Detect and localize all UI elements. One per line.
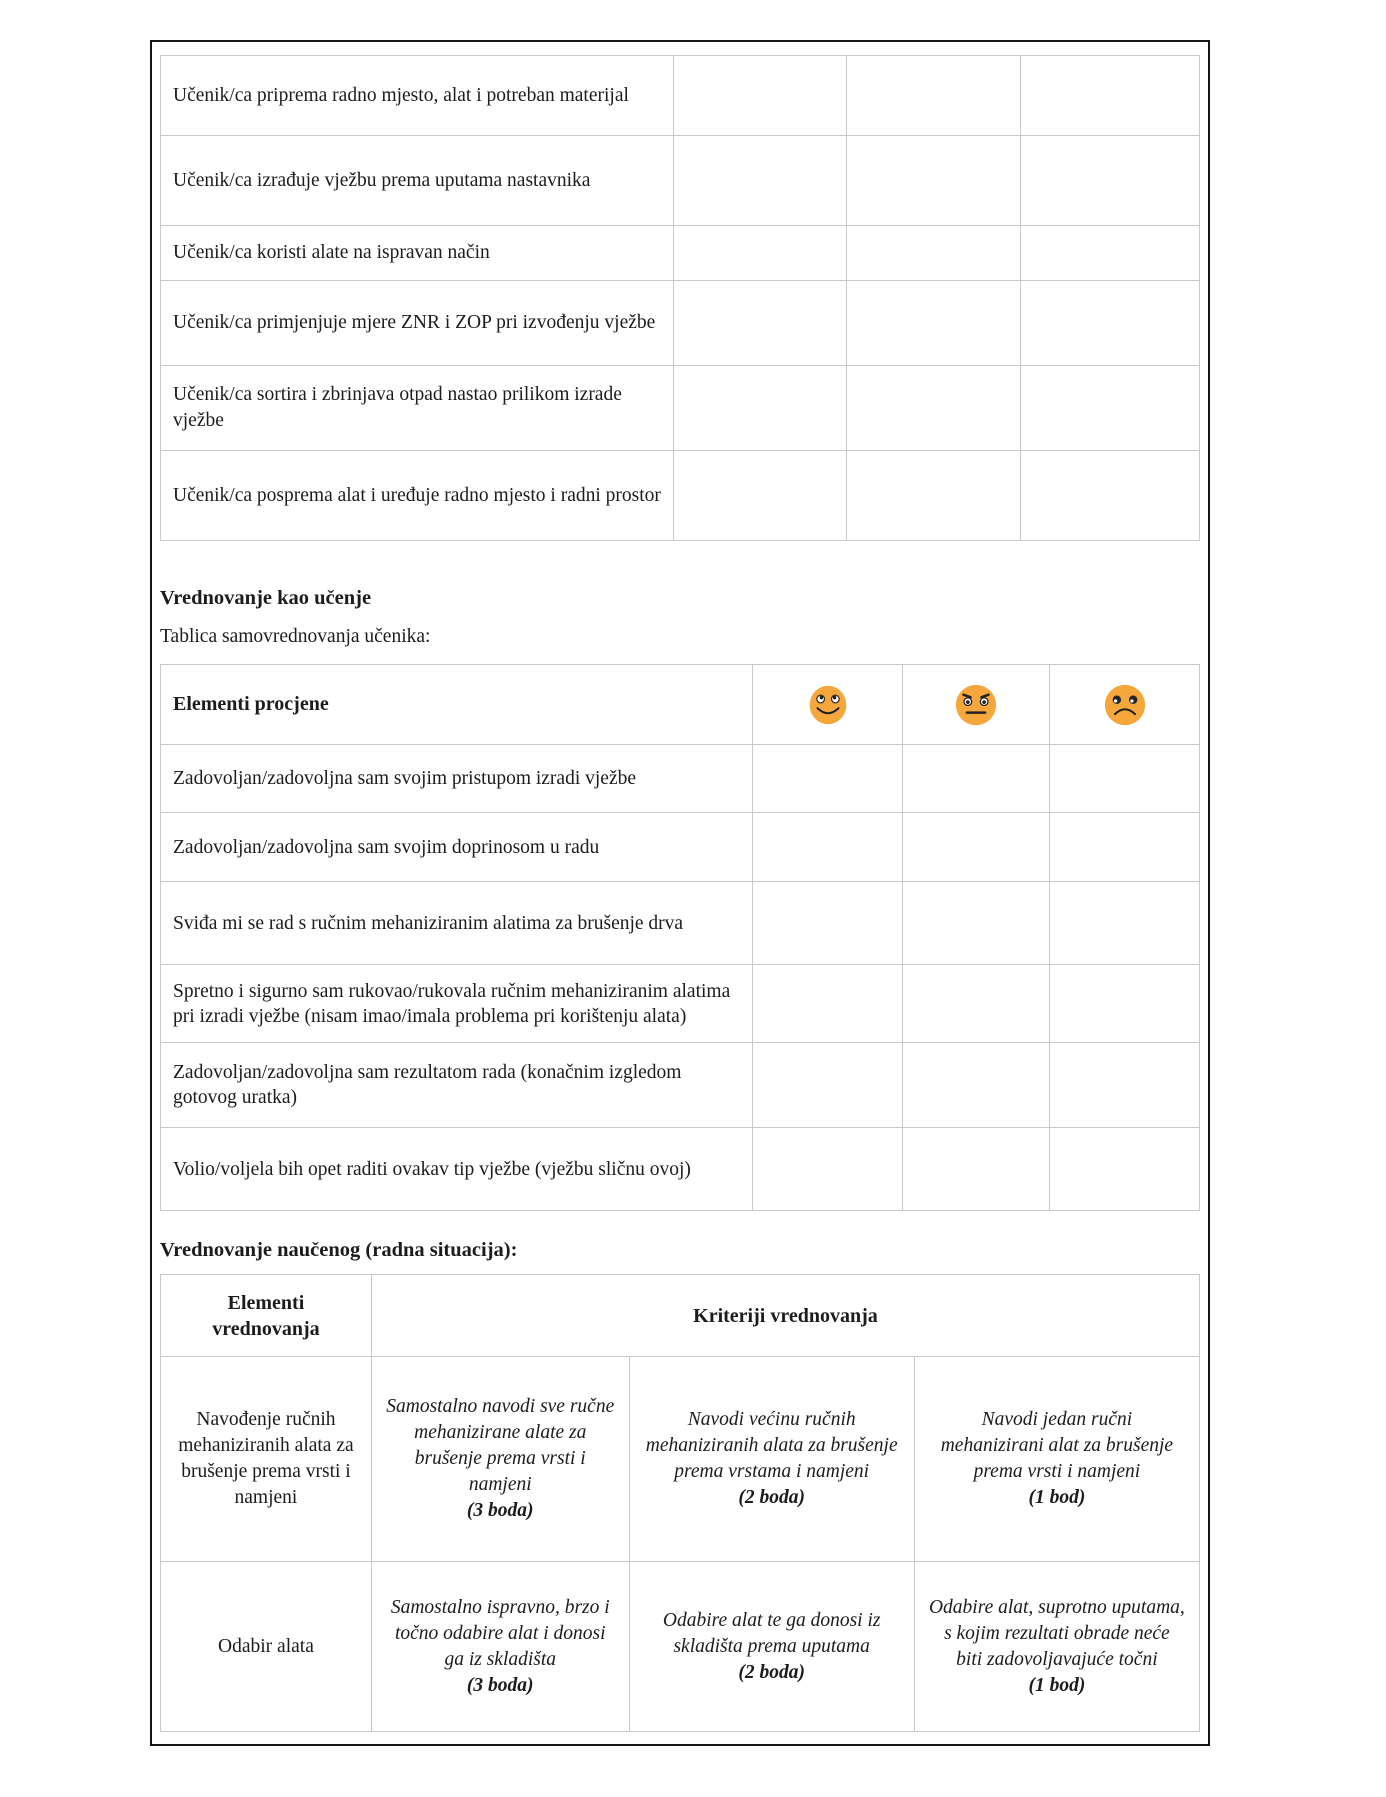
empty-rating-cell xyxy=(674,451,846,541)
empty-rating-cell xyxy=(674,281,846,366)
empty-rating-cell xyxy=(1050,1128,1200,1211)
empty-rating-cell xyxy=(753,1128,903,1211)
criterion-text: Navodi jedan ručni mehanizirani alat za brušenje prema vrsti i namjeni xyxy=(940,1409,1174,1482)
empty-rating-cell xyxy=(902,882,1050,965)
empty-rating-cell xyxy=(1021,451,1200,541)
empty-rating-cell xyxy=(1021,226,1200,281)
criterion-points: (1 bod) xyxy=(1028,1674,1086,1696)
table-row xyxy=(161,813,1200,882)
criterion-text: Samostalno navodi sve ručne mehanizirane alate za brušenje prema vrsti i namjeni xyxy=(386,1396,615,1495)
teacher-evaluation-table xyxy=(160,55,1200,541)
self-eval-statement: Zadovoljan/zadovoljna sam rezultatom rada (konačnim izgledom gotovog uratka) xyxy=(161,1043,753,1128)
table-row xyxy=(161,366,1200,451)
table-row xyxy=(161,882,1200,965)
empty-rating-cell xyxy=(674,56,846,136)
header-row xyxy=(161,1275,1200,1357)
criterion-points: (1 bod) xyxy=(1028,1487,1086,1508)
self-eval-statement: Zadovoljan/zadovoljna sam svojim doprinosom u radu xyxy=(161,813,753,882)
empty-rating-cell xyxy=(1021,136,1200,226)
criterion-cell xyxy=(371,1357,629,1562)
criteria-table xyxy=(160,1274,1200,1732)
empty-rating-cell xyxy=(902,813,1050,882)
table-row xyxy=(161,745,1200,813)
empty-rating-cell xyxy=(902,745,1050,813)
empty-rating-cell xyxy=(1021,281,1200,366)
empty-rating-cell xyxy=(753,813,903,882)
criterion-label: Učenik/ca sortira i zbrinjava otpad nastao prilikom izrade vježbe xyxy=(161,366,674,451)
empty-rating-cell xyxy=(1021,366,1200,451)
self-eval-statement: Zadovoljan/zadovoljna sam svojim pristupom izradi vježbe xyxy=(161,745,753,813)
section-heading-vrednovanje-kao-ucenje: Vrednovanje kao učenje xyxy=(160,587,372,609)
header-row xyxy=(161,665,1200,745)
empty-rating-cell xyxy=(846,281,1021,366)
empty-rating-cell xyxy=(753,882,903,965)
criterion-label: Učenik/ca koristi alate na ispravan način xyxy=(161,226,674,281)
criterion-text: Samostalno ispravno, brzo i točno odabire alat i donosi ga iz skladišta xyxy=(390,1596,610,1670)
rating-column-sad xyxy=(1050,665,1200,745)
table-row xyxy=(161,136,1200,226)
empty-rating-cell xyxy=(1050,813,1200,882)
criterion-text: Odabire alat, suprotno uputama, s kojim rezultati obrade neće biti zadovoljavajuće točni xyxy=(928,1596,1185,1670)
section-heading-vrednovanje-naucenog: Vrednovanje naučenog (radna situacija): xyxy=(160,1239,518,1261)
table-row xyxy=(161,281,1200,366)
criterion-label: Učenik/ca posprema alat i uređuje radno mjesto i radni prostor xyxy=(161,451,674,541)
document-page xyxy=(150,40,1210,1746)
criterion-points: (3 boda) xyxy=(466,1500,534,1521)
table-row xyxy=(161,56,1200,136)
empty-rating-cell xyxy=(1050,1043,1200,1128)
empty-rating-cell xyxy=(753,745,903,813)
elements-header: Elementi procjene xyxy=(161,665,753,745)
rating-column-happy xyxy=(753,665,903,745)
table-row xyxy=(161,1043,1200,1128)
rating-column-neutral xyxy=(902,665,1050,745)
table-row xyxy=(161,1128,1200,1211)
empty-rating-cell xyxy=(902,965,1050,1043)
self-eval-statement: Sviđa mi se rad s ručnim mehaniziranim alatima za brušenje drva xyxy=(161,882,753,965)
criterion-cell xyxy=(371,1562,629,1732)
neutral-face-icon xyxy=(953,682,999,728)
criterion-cell xyxy=(914,1357,1199,1562)
criterion-label: Učenik/ca izrađuje vježbu prema uputama nastavnika xyxy=(161,136,674,226)
table-row xyxy=(161,965,1200,1043)
empty-rating-cell xyxy=(902,1043,1050,1128)
frowning-face-icon xyxy=(1102,682,1148,728)
criterion-cell xyxy=(914,1562,1199,1732)
empty-rating-cell xyxy=(846,56,1021,136)
empty-rating-cell xyxy=(753,965,903,1043)
criterion-points: (2 boda) xyxy=(738,1661,805,1683)
empty-rating-cell xyxy=(1050,882,1200,965)
empty-rating-cell xyxy=(674,366,846,451)
empty-rating-cell xyxy=(1050,745,1200,813)
empty-rating-cell xyxy=(846,226,1021,281)
empty-rating-cell xyxy=(846,136,1021,226)
element-label: Odabir alata xyxy=(161,1562,372,1732)
criterion-label: Učenik/ca priprema radno mjesto, alat i potreban materijal xyxy=(161,56,674,136)
empty-rating-cell xyxy=(674,226,846,281)
table-row xyxy=(161,1562,1200,1732)
criteria-column-header: Kriteriji vrednovanja xyxy=(371,1275,1199,1357)
table-row xyxy=(161,451,1200,541)
smiling-face-icon xyxy=(806,683,850,727)
empty-rating-cell xyxy=(1021,56,1200,136)
empty-rating-cell xyxy=(753,1043,903,1128)
criterion-label: Učenik/ca primjenjuje mjere ZNR i ZOP pri izvođenju vježbe xyxy=(161,281,674,366)
empty-rating-cell xyxy=(846,451,1021,541)
criterion-points: (3 boda) xyxy=(466,1674,534,1696)
self-eval-statement: Spretno i sigurno sam rukovao/rukovala ručnim mehaniziranim alatima pri izradi vježbe (nisam imao/imala problema pri korištenju alata) xyxy=(161,965,753,1043)
empty-rating-cell xyxy=(674,136,846,226)
criterion-points: (2 boda) xyxy=(738,1487,805,1508)
criterion-text: Odabire alat te ga donosi iz skladišta prema uputama xyxy=(662,1609,881,1657)
self-evaluation-table xyxy=(160,664,1200,1211)
table-row xyxy=(161,226,1200,281)
empty-rating-cell xyxy=(846,366,1021,451)
criterion-cell xyxy=(629,1562,914,1732)
table-row xyxy=(161,1357,1200,1562)
self-eval-statement: Volio/voljela bih opet raditi ovakav tip vježbe (vježbu sličnu ovoj) xyxy=(161,1128,753,1211)
empty-rating-cell xyxy=(1050,965,1200,1043)
self-evaluation-intro: Tablica samovrednovanja učenika: xyxy=(160,626,431,647)
criterion-text: Navodi većinu ručnih mehaniziranih alata za brušenje prema vrstama i namjeni xyxy=(645,1409,898,1482)
empty-rating-cell xyxy=(902,1128,1050,1211)
element-label: Navođenje ručnih mehaniziranih alata za brušenje prema vrsti i namjeni xyxy=(161,1357,372,1562)
criterion-cell xyxy=(629,1357,914,1562)
elements-column-header: Elementi vrednovanja xyxy=(161,1275,372,1357)
